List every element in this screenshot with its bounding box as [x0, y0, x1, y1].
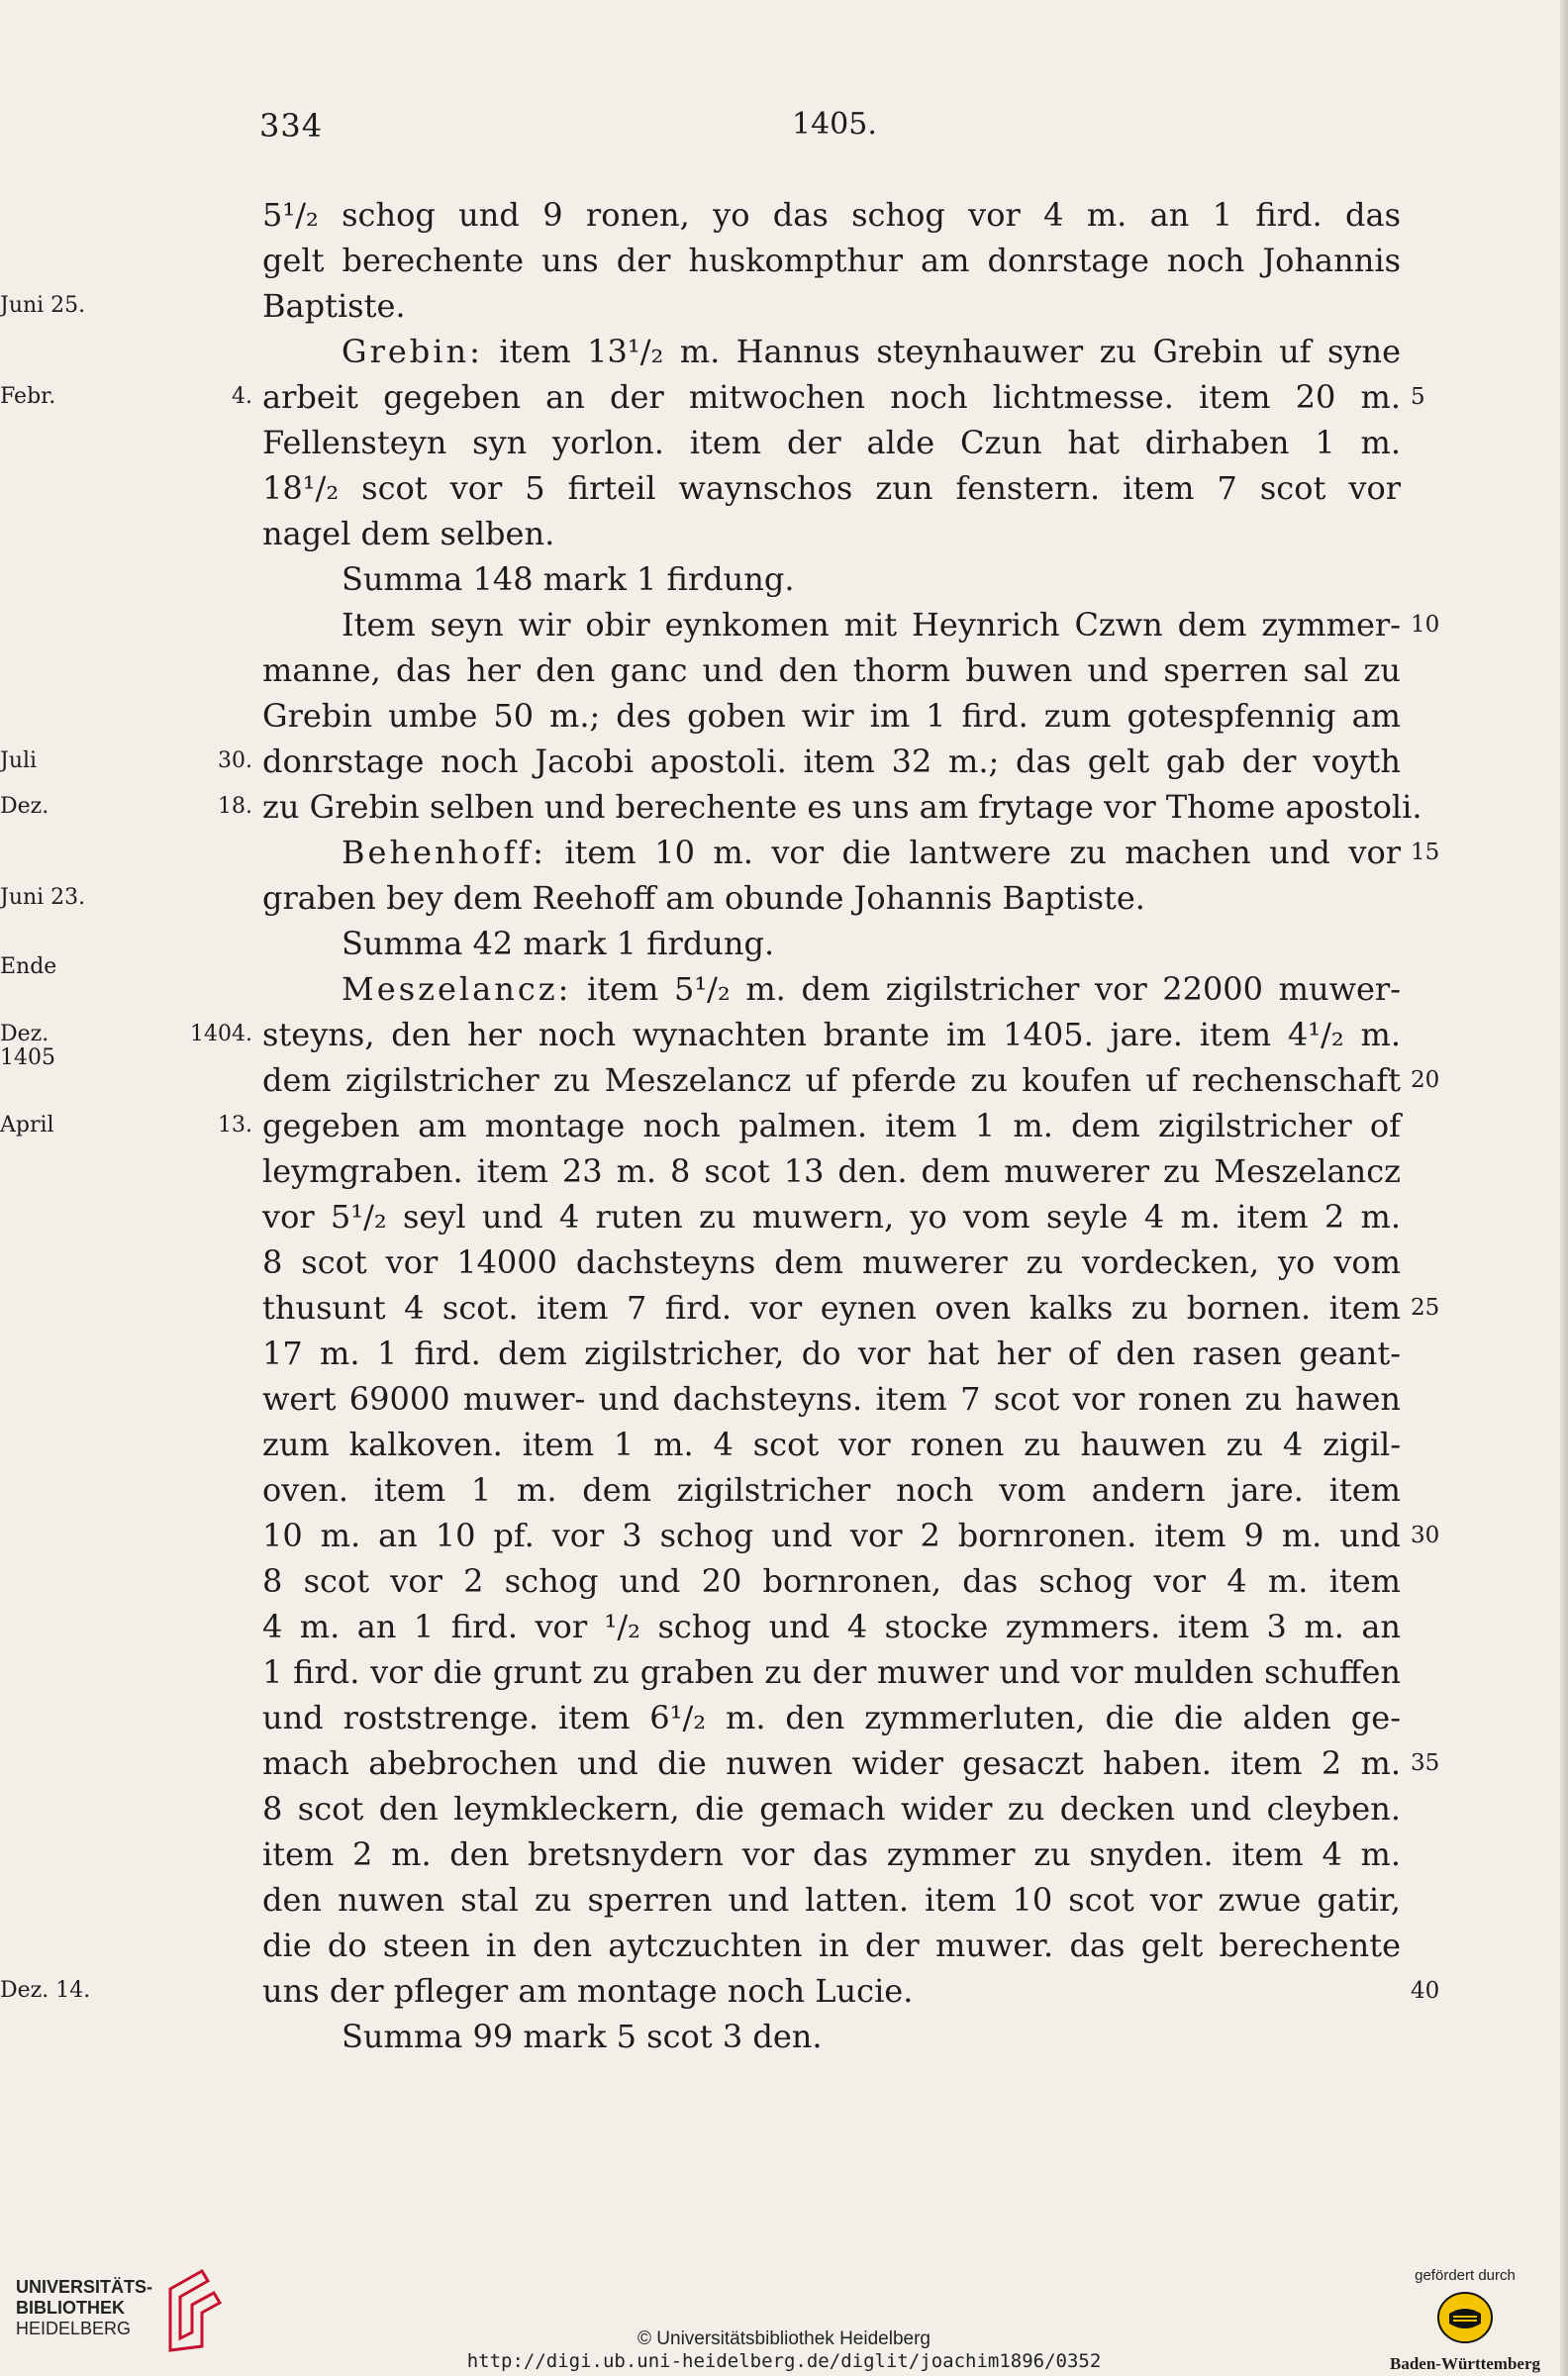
running-head-year: 1405. [792, 107, 877, 142]
line-number: 20 [1411, 1067, 1440, 1093]
line-text: mach abebrochen und die nuwen wider gesaczt haben. item 2 m. [262, 1744, 1401, 1782]
running-head [0, 107, 1568, 156]
source-url[interactable]: http://digi.ub.uni-heidelberg.de/diglit/joachim1896/0352 [466, 2350, 1102, 2372]
line-text: zum kalkoven. item 1 m. 4 scot vor ronen zu hauwen zu 4 zigil- [262, 1426, 1401, 1463]
line-text: 4 m. an 1 fird. vor ¹/₂ schog und 4 stocke zymmers. item 3 m. an [262, 1608, 1401, 1645]
line-text: Summa 99 mark 5 scot 3 den. [342, 2018, 823, 2055]
margin-date: April 13. [0, 1113, 252, 1138]
margin-date-upper: Ende [0, 954, 57, 979]
text-line [262, 511, 1401, 556]
sponsor-label: gefördert durch [1415, 2267, 1516, 2284]
line-number: 30 [1411, 1523, 1440, 1548]
text-line [262, 830, 1440, 875]
text-line [262, 1148, 1401, 1194]
copyright-notice: © Universitätsbibliothek Heidelberg [637, 2328, 931, 2349]
page-edge [1560, 0, 1568, 2376]
page-number: 334 [259, 107, 324, 145]
line-text: gegeben am montage noch palmen. item 1 m. dem zigilstricher of [262, 1107, 1401, 1144]
text-line [0, 875, 1401, 921]
text-line [262, 420, 1401, 465]
line-text: 8 scot vor 2 schog und 20 bornronen, das schog vor 4 m. item [262, 1562, 1401, 1600]
line-text: oven. item 1 m. dem zigilstricher noch vom andern jare. item [262, 1471, 1401, 1509]
text-line [0, 739, 1401, 784]
line-text: den nuwen stal zu sperren und latten. item 10 scot vor zwue gatir, [262, 1881, 1401, 1919]
line-text: 10 m. an 10 pf. vor 3 schog und vor 2 bornronen. item 9 m. und [262, 1517, 1401, 1554]
margin-date: Febr. 4. [0, 384, 252, 409]
line-text: 18¹/₂ scot vor 5 firteil waynschos zun fenstern. item 7 scot vor [262, 469, 1401, 507]
text-line [262, 1467, 1401, 1513]
text-line [262, 1239, 1401, 1285]
line-text: Fellensteyn syn yorlon. item der alde Czun hat dirhaben 1 m. [262, 424, 1401, 461]
text-line [262, 1877, 1401, 1923]
margin-date: Dez. 14. [0, 1978, 91, 2003]
line-text: 17 m. 1 fird. dem zigilstricher, do vor hat her of den rasen geant- [262, 1335, 1401, 1372]
text-line [262, 921, 1401, 966]
line-number: 5 [1411, 384, 1425, 410]
line-text: 8 scot den leymkleckern, die gemach wider zu decken und cleyben. [262, 1790, 1401, 1828]
text-line [262, 1740, 1440, 1786]
text-line [262, 1923, 1401, 1968]
line-text: manne, das her den ganc und den thorm buwen und sperren sal zu [262, 651, 1401, 689]
margin-date: Juni 23. [0, 885, 86, 910]
text-line [262, 192, 1401, 238]
text-line [262, 465, 1401, 511]
text-line [0, 784, 1422, 830]
line-text: leymgraben. item 23 m. 8 scot 13 den. dem muwerer zu Meszelancz [262, 1152, 1401, 1190]
text-line [262, 602, 1440, 647]
line-text: Meszelancz: item 5¹/₂ m. dem zigilstricher vor 22000 muwer- [342, 970, 1401, 1008]
line-text: Baptiste. [262, 287, 406, 325]
text-line [0, 283, 1401, 329]
line-number: 10 [1411, 612, 1440, 638]
margin-date: Dez. 1404. [0, 1022, 252, 1046]
line-text: 5¹/₂ schog und 9 ronen, yo das schog vor 4 m. an 1 fird. das [262, 196, 1401, 234]
line-text: dem zigilstricher zu Meszelancz uf pferde zu koufen uf rechenschaft [262, 1061, 1401, 1099]
margin-date: Dez. 18. [0, 794, 252, 819]
line-text: Item seyn wir obir eynkomen mit Heynrich Czwn dem zymmer- [342, 606, 1401, 644]
line-text: wert 69000 muwer- und dachsteyns. item 7 scot vor ronen zu hawen [262, 1380, 1401, 1418]
line-text: die do steen in den aytczuchten in der muwer. das gelt berechente [262, 1927, 1401, 1964]
line-text: gelt berechente uns der huskompthur am donrstage noch Johannis [262, 242, 1401, 279]
text-line [262, 1604, 1401, 1649]
text-line [262, 329, 1401, 374]
text-line [0, 374, 1425, 420]
text-line [262, 1832, 1401, 1877]
text-line [0, 1103, 1401, 1148]
text-line [262, 1695, 1401, 1740]
margin-date: Juli 30. [0, 748, 252, 773]
coat-of-arms-icon [1435, 2290, 1495, 2345]
text-line [0, 1968, 1440, 2014]
text-line [262, 1376, 1401, 1422]
text-line [262, 1513, 1440, 1558]
sponsor-block [1366, 2267, 1564, 2374]
line-number: 35 [1411, 1750, 1440, 1776]
line-text: graben bey dem Reehoff am obunde Johannis Baptiste. [262, 879, 1145, 917]
text-line [262, 647, 1401, 693]
library-name: UNIVERSITÄTS- BIBLIOTHEK HEIDELBERG [16, 2277, 153, 2338]
line-text: donrstage noch Jacobi apostoli. item 32 m.; das gelt gab der voyth [262, 742, 1401, 780]
line-number: 40 [1411, 1978, 1440, 2004]
line-text: 8 scot vor 14000 dachsteyns dem muwerer zu vordecken, yo vom [262, 1243, 1401, 1281]
line-text: Behenhoff: item 10 m. vor die lantwere zu machen und vor [342, 834, 1401, 871]
text-line [262, 556, 1401, 602]
text-line [262, 1558, 1401, 1604]
line-text: Summa 148 mark 1 firdung. [342, 560, 795, 598]
text-line [262, 1422, 1401, 1467]
line-text: arbeit gegeben an der mitwochen noch lichtmesse. item 20 m. [262, 378, 1401, 416]
text-line [262, 238, 1401, 283]
text-line [262, 1331, 1401, 1376]
text-line [262, 1194, 1401, 1239]
text-line [0, 1045, 1440, 1103]
line-number: 15 [1411, 840, 1440, 865]
line-text: 1 fird. vor die grunt zu graben zu der muwer und vor mulden schuffen [262, 1653, 1401, 1691]
text-line [262, 1786, 1401, 1832]
text-line [0, 954, 1401, 1012]
line-text: Summa 42 mark 1 firdung. [342, 925, 775, 962]
margin-date-upper: 1405 [0, 1045, 55, 1070]
margin-date: Juni 25. [0, 293, 86, 318]
text-line [262, 1285, 1440, 1331]
line-text: thusunt 4 scot. item 7 fird. vor eynen oven kalks zu bornen. item [262, 1289, 1401, 1327]
line-text: zu Grebin selben und berechente es uns am frytage vor Thome apostoli. [262, 788, 1422, 826]
text-line [262, 693, 1401, 739]
text-line [262, 1649, 1401, 1695]
line-text: item 2 m. den bretsnydern vor das zymmer zu snyden. item 4 m. [262, 1835, 1401, 1873]
line-text: steyns, den her noch wynachten brante im 1405. jare. item 4¹/₂ m. [262, 1016, 1401, 1053]
sponsor-name: Baden-Württemberg [1389, 2354, 1541, 2373]
line-text: uns der pfleger am montage noch Lucie. [262, 1972, 914, 2010]
body-text [0, 192, 1440, 2059]
line-text: Grebin: item 13¹/₂ m. Hannus steynhauwer zu Grebin uf syne [342, 333, 1401, 370]
text-line [0, 1012, 1401, 1057]
line-text: Grebin umbe 50 m.; des goben wir im 1 fird. zum gotespfennig am [262, 697, 1401, 735]
line-number: 25 [1411, 1295, 1440, 1321]
text-line [262, 2014, 1401, 2059]
line-text: vor 5¹/₂ seyl und 4 ruten zu muwern, yo vom seyle 4 m. item 2 m. [262, 1198, 1401, 1236]
line-text: nagel dem selben. [262, 515, 555, 552]
line-text: und roststrenge. item 6¹/₂ m. den zymmerluten, die die alden ge- [262, 1699, 1401, 1736]
